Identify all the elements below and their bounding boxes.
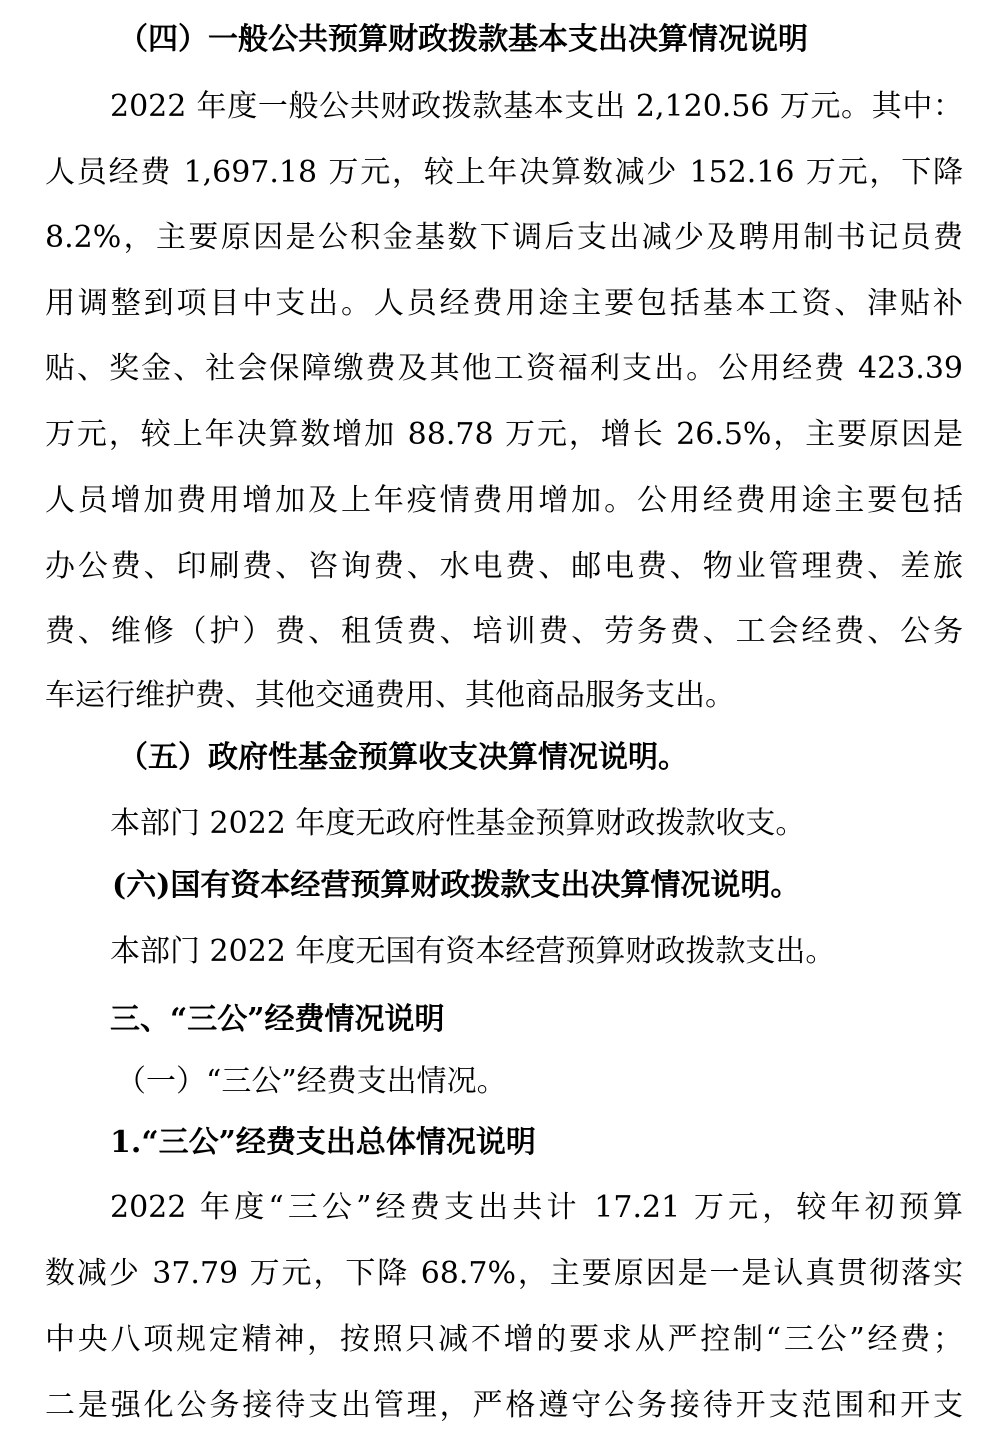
paragraph-line: 本部门 2022 年度无国有资本经营预算财政拨款支出。 bbox=[110, 934, 836, 969]
section-heading-4: （四）一般公共预算财政拨款基本支出决算情况说明 bbox=[118, 22, 808, 57]
section-heading-6: (六)国有资本经营预算财政拨款支出决算情况说明。 bbox=[112, 868, 801, 903]
paragraph-line: 数减少 37.79 万元，下降 68.7%，主要原因是一是认真贯彻落实 bbox=[45, 1256, 963, 1291]
paragraph-line: 万元，较上年决算数增加 88.78 万元，增长 26.5%，主要原因是 bbox=[45, 417, 963, 452]
paragraph-line-last: 车运行维护费、其他交通费用、其他商品服务支出。 bbox=[45, 678, 735, 713]
paragraph-line: 费、维修（护）费、租赁费、培训费、劳务费、工会经费、公务 bbox=[45, 614, 963, 649]
paragraph-line: 人员经费 1,697.18 万元，较上年决算数减少 152.16 万元，下降 bbox=[45, 155, 963, 190]
subsection-heading-1-1: 1.“三公”经费支出总体情况说明 bbox=[110, 1125, 536, 1160]
section-heading-5: （五）政府性基金预算收支决算情况说明。 bbox=[118, 740, 688, 775]
paragraph-line: 贴、奖金、社会保障缴费及其他工资福利支出。公用经费 423.39 bbox=[45, 351, 963, 386]
paragraph-line: 二是强化公务接待支出管理，严格遵守公务接待开支范围和开支 bbox=[45, 1388, 963, 1423]
paragraph-line: 办公费、印刷费、咨询费、水电费、邮电费、物业管理费、差旅 bbox=[45, 549, 963, 584]
section-heading-3: 三、“三公”经费情况说明 bbox=[110, 1002, 445, 1037]
paragraph-line: 8.2%，主要原因是公积金基数下调后支出减少及聘用制书记员费 bbox=[45, 220, 963, 255]
paragraph-line: 用调整到项目中支出。人员经费用途主要包括基本工资、津贴补 bbox=[45, 286, 963, 321]
paragraph-line: 中央八项规定精神，按照只减不增的要求从严控制“三公”经费； bbox=[45, 1322, 963, 1357]
subsection-heading-1: （一）“三公”经费支出情况。 bbox=[116, 1064, 507, 1099]
paragraph-line: 本部门 2022 年度无政府性基金预算财政拨款收支。 bbox=[110, 806, 806, 841]
paragraph-line: 2022 年度“三公”经费支出共计 17.21 万元，较年初预算 bbox=[110, 1190, 963, 1225]
paragraph-line: 2022 年度一般公共财政拨款基本支出 2,120.56 万元。其中： bbox=[110, 89, 963, 124]
paragraph-line: 人员增加费用增加及上年疫情费用增加。公用经费用途主要包括 bbox=[45, 483, 963, 518]
